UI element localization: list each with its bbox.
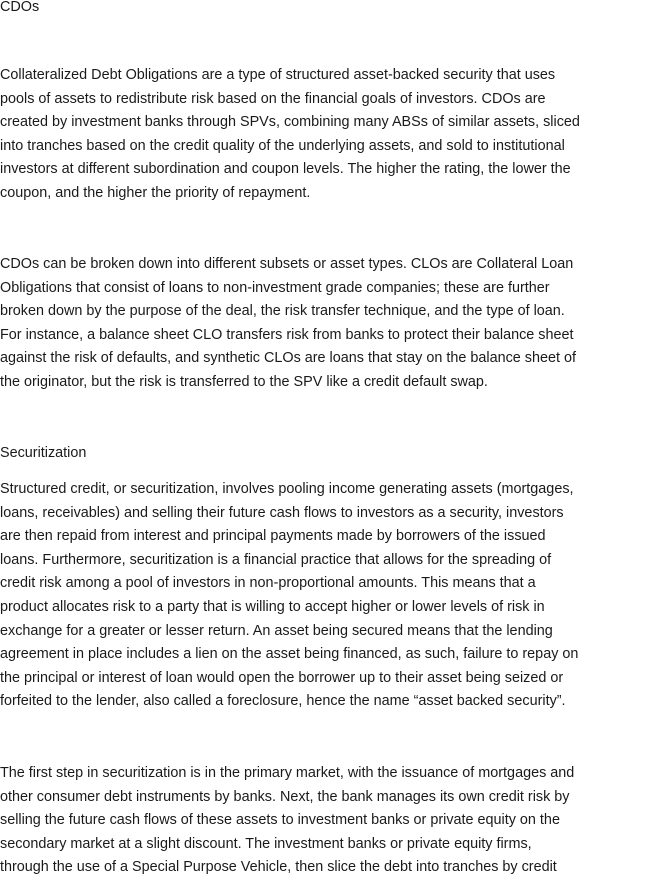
text-line: coupon, and the higher the priority of repayment.	[0, 184, 311, 201]
text-line: other consumer debt instruments by banks. Next, the bank manages its own credit risk by	[0, 788, 570, 805]
text-line: into tranches based on the credit quality of the underlying assets, and sold to institutional	[0, 137, 565, 154]
text-line: broken down by the purpose of the deal, the risk transfer technique, and the type of loan.	[0, 303, 565, 320]
text-line: product allocates risk to a party that is willing to accept higher or lower levels of risk in	[0, 598, 545, 615]
text-line: secondary market at a slight discount. The investment banks or private equity firms,	[0, 835, 532, 852]
text-line: agreement in place includes a lien on the asset being financed, as such, failure to repay on	[0, 646, 579, 663]
paragraph-cdos-subsets	[0, 253, 651, 395]
text-line: pools of assets to redistribute risk based on the financial goals of investors. CDOs are	[0, 90, 546, 107]
text-line: CDOs can be broken down into different subsets or asset types. CLOs are Collateral Loan	[0, 256, 574, 272]
text-line: Structured credit, or securitization, involves pooling income generating assets (mortgages,	[0, 481, 574, 497]
paragraph-securitization-definition	[0, 478, 651, 714]
text-line: Collateralized Debt Obligations are a type of structured asset-backed security that uses	[0, 67, 556, 83]
text-line: the principal or interest of loan would open the borrower up to their asset being seized or	[0, 669, 564, 686]
text-line: credit risk among a pool of investors in non-proportional amounts. This means that a	[0, 575, 536, 592]
text-line: forfeited to the lender, also called a foreclosure, hence the name “asset backed security”.	[0, 693, 566, 710]
text-line: through the use of a Special Purpose Vehicle, then slice the debt into tranches by credit	[0, 859, 557, 876]
text-line: investors at different subordination and coupon levels. The higher the rating, the lower the	[0, 161, 571, 178]
text-line: are then repaid from interest and principal payments made by borrowers of the issued	[0, 528, 546, 545]
text-line: selling the future cash flows of these assets to investment banks or private equity on the	[0, 812, 560, 829]
text-line: the originator, but the risk is transferred to the SPV like a credit default swap.	[0, 373, 488, 390]
text-line: The first step in securitization is in the primary market, with the issuance of mortgages and	[0, 765, 575, 781]
text-line: exchange for a greater or lesser return. An asset being secured means that the lending	[0, 622, 553, 639]
paragraph-securitization-steps	[0, 762, 651, 879]
text-line: Obligations that consist of loans to non-investment grade companies; these are further	[0, 279, 550, 296]
text-line: For instance, a balance sheet CLO transfers risk from banks to protect their balance sheet	[0, 326, 574, 343]
text-line: against the risk of defaults, and synthetic CLOs are loans that stay on the balance sheet of	[0, 350, 576, 367]
section-heading-securitization: Securitization	[0, 445, 87, 461]
paragraph-cdos-definition	[0, 64, 651, 206]
section-heading-cdos: CDOs	[0, 0, 40, 15]
text-line: created by investment banks through SPVs, combining many ABSs of similar assets, sliced	[0, 114, 580, 131]
text-line: loans, receivables) and selling their future cash flows to investors as a security, investors	[0, 504, 564, 521]
text-line: loans. Furthermore, securitization is a financial practice that allows for the spreading of	[0, 551, 552, 568]
